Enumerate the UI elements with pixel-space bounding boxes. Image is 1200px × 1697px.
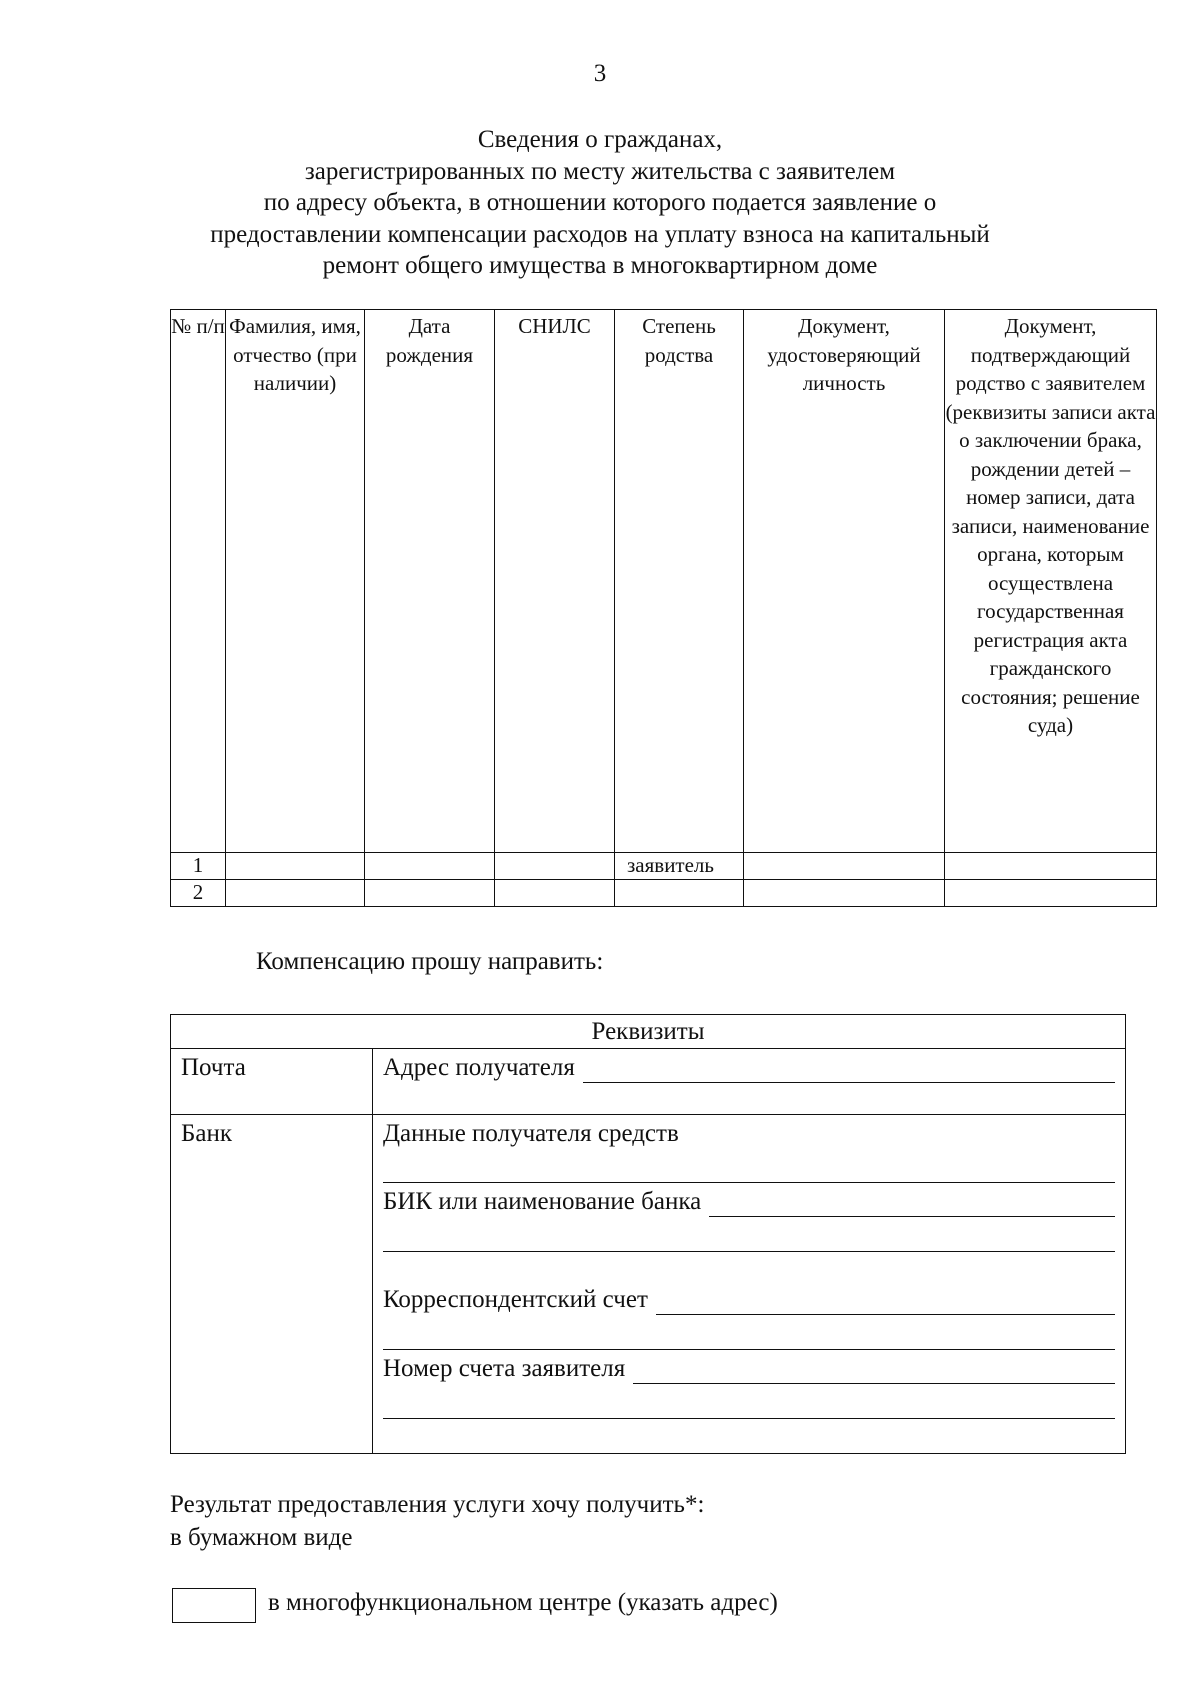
cell-id-document[interactable]: [744, 853, 945, 880]
recipient-address-field[interactable]: [583, 1056, 1115, 1083]
header-cell: [744, 310, 945, 853]
row-number: 1: [171, 853, 226, 880]
cell-id-document[interactable]: [744, 880, 945, 907]
cell-snils[interactable]: [495, 880, 615, 907]
post-fields: [373, 1049, 1126, 1115]
cell-kinship-document[interactable]: [945, 853, 1157, 880]
form-title: [150, 124, 1050, 282]
cell-full-name[interactable]: [226, 853, 365, 880]
title-line: Сведения о гражданах,: [477, 126, 723, 153]
mfc-checkbox[interactable]: [172, 1588, 256, 1623]
result-paper-line: в бумажном виде: [170, 1524, 353, 1551]
table-row: [171, 880, 1157, 907]
header-number: № п/п: [171, 314, 225, 338]
corr-account-field[interactable]: [656, 1288, 1115, 1315]
header-cell: [615, 310, 744, 853]
post-label: Почта: [181, 1054, 246, 1081]
bank-row: [171, 1115, 1126, 1454]
header-kinship: Степень родства: [642, 314, 716, 367]
header-cell: [171, 310, 226, 853]
header-cell: [365, 310, 495, 853]
requisites-caption: Реквизиты: [171, 1015, 1126, 1049]
recipient-data-field[interactable]: [383, 1149, 1115, 1183]
header-cell: [495, 310, 615, 853]
post-cell: [171, 1049, 373, 1115]
recipient-address-label: Адрес получателя: [383, 1054, 575, 1081]
bank-cell: [171, 1115, 373, 1454]
account-continuation-field[interactable]: [383, 1384, 1115, 1419]
cell-snils[interactable]: [495, 853, 615, 880]
title-line: зарегистрированных по месту жительства с заявителем: [304, 157, 896, 185]
bic-label: БИК или наименование банка: [383, 1188, 702, 1215]
result-section: [170, 1488, 704, 1554]
title-line: по адресу объекта, в отношении которого подается заявление о: [263, 189, 937, 216]
header-cell: [226, 310, 365, 853]
requisites-table: [170, 1014, 1126, 1454]
account-field[interactable]: [633, 1357, 1115, 1384]
cell-kinship: заявитель: [615, 853, 744, 880]
mfc-option-label: в многофункциональном центре (указать адрес): [268, 1589, 778, 1616]
corr-account-continuation-field[interactable]: [383, 1315, 1115, 1350]
result-line: Результат предоставления услуги хочу получить*:: [170, 1491, 705, 1518]
post-row: [171, 1049, 1126, 1115]
header-kinship-document: Документ, подтверждающий родство с заявителем (реквизиты записи акта о заключении брака, рождении детей – номер записи, дата записи, наименование органа, которым осуществлена государственная регистрация акта гражданского состояния; решение суда): [945, 314, 1156, 737]
header-full-name: Фамилия, имя, отчество (при наличии): [229, 314, 361, 395]
recipient-data-label: Данные получателя средств: [383, 1120, 679, 1147]
bank-fields: [373, 1115, 1126, 1454]
bic-continuation-field[interactable]: [383, 1217, 1115, 1252]
bic-field[interactable]: [709, 1190, 1115, 1217]
title-line: ремонт общего имущества в многоквартирном доме: [322, 252, 878, 279]
corr-account-label: Корреспондентский счет: [383, 1286, 648, 1313]
cell-full-name[interactable]: [226, 880, 365, 907]
header-id-document: Документ, удостоверяющий личность: [767, 314, 921, 395]
cell-kinship-document[interactable]: [945, 880, 1157, 907]
requisites-caption-row: [171, 1015, 1126, 1049]
bank-label: Банк: [181, 1120, 232, 1147]
row-number: 2: [171, 880, 226, 907]
citizens-table: [170, 309, 1157, 907]
compensation-lead: Компенсацию прошу направить:: [256, 948, 604, 975]
cell-birth-date[interactable]: [365, 880, 495, 907]
table-row: [171, 853, 1157, 880]
header-birth-date: Дата рождения: [385, 314, 474, 367]
title-line: предоставлении компенсации расходов на уплату взноса на капитальный: [210, 220, 990, 248]
page-number: 3: [593, 60, 607, 87]
header-snils: СНИЛС: [518, 314, 591, 338]
cell-birth-date[interactable]: [365, 853, 495, 880]
table-header-row: [171, 310, 1157, 853]
header-cell: [945, 310, 1157, 853]
account-label: Номер счета заявителя: [383, 1355, 626, 1382]
cell-kinship[interactable]: [615, 880, 744, 907]
